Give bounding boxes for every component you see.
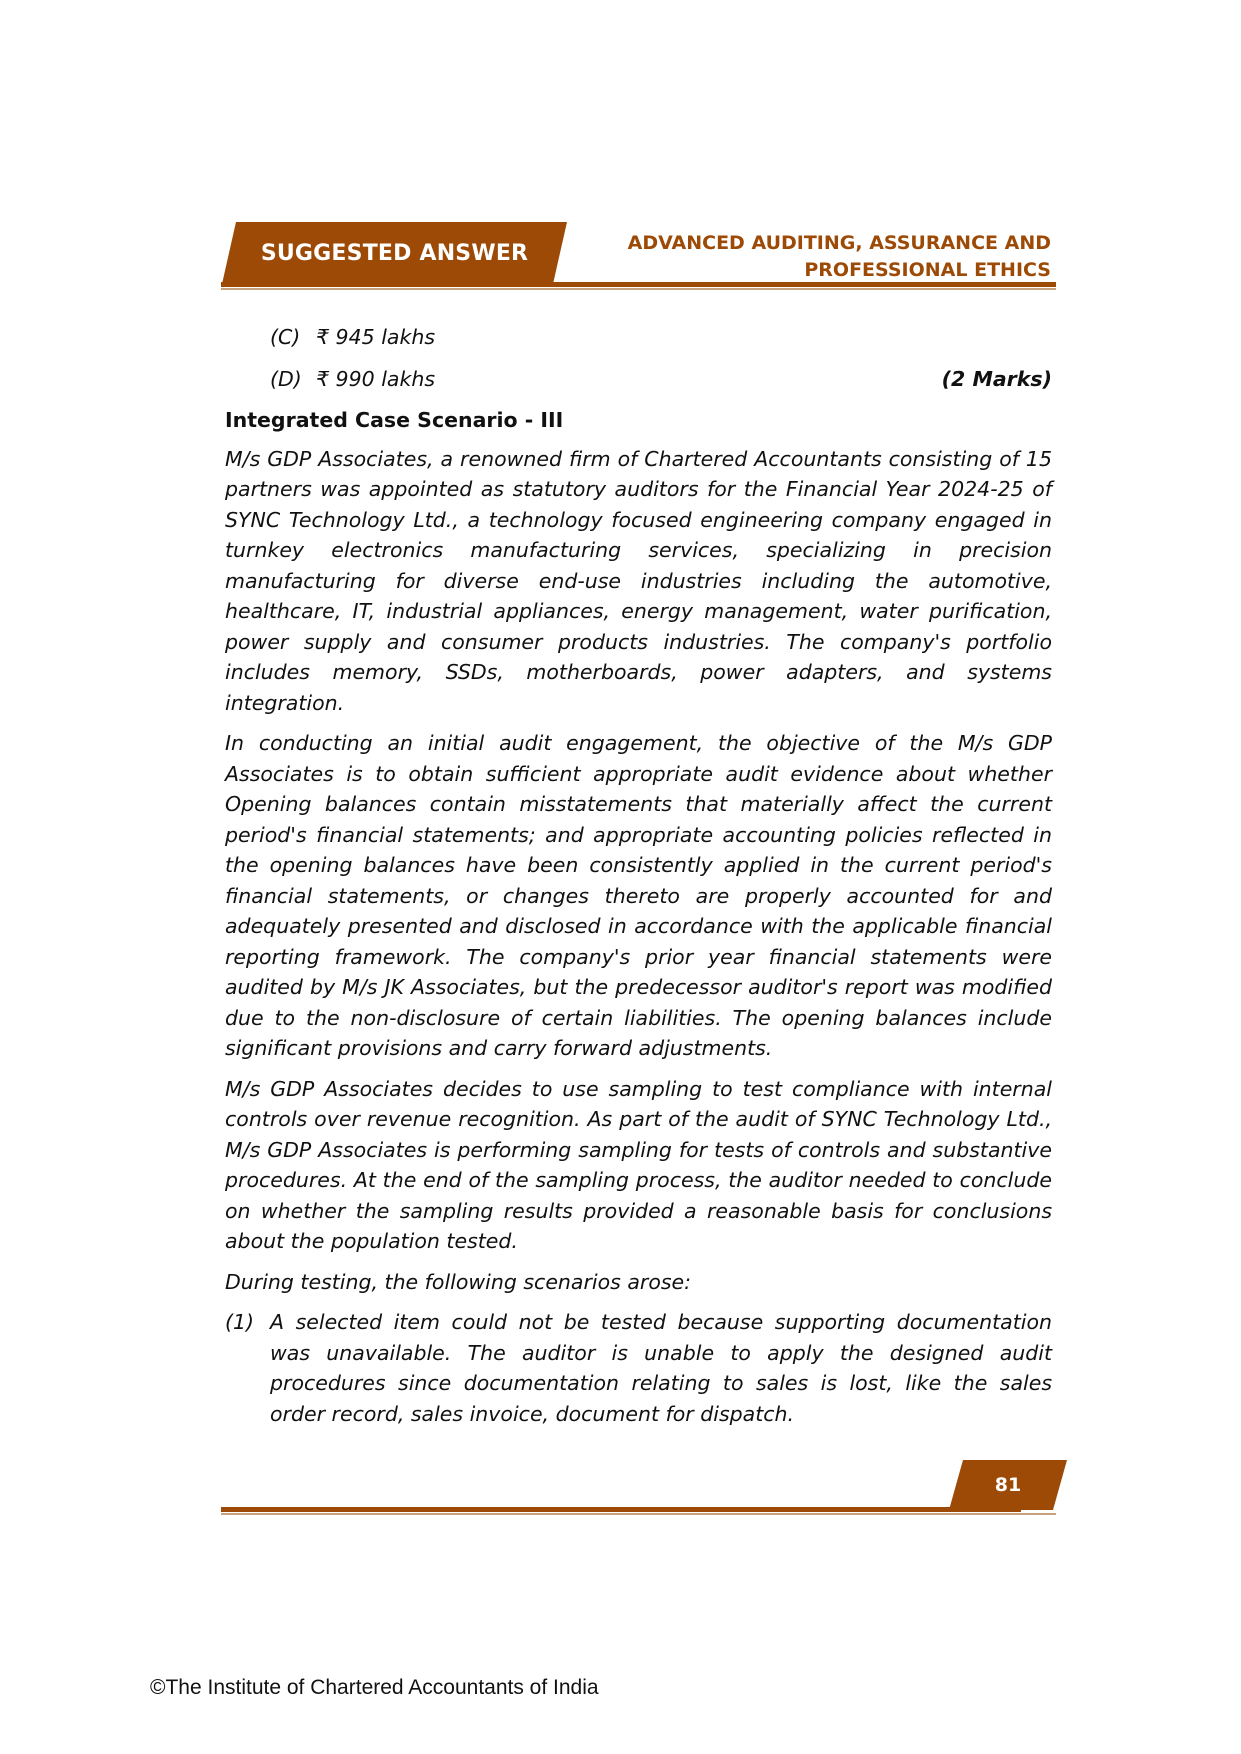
header-tab-label: SUGGESTED ANSWER [260,240,529,266]
header-rule-thin [221,288,1056,290]
header-title [531,230,1051,284]
section-heading: Integrated Case Scenario - III [225,408,564,432]
marks-label: (2 Marks) [941,366,1052,391]
header-rule [221,282,1056,287]
option-text: ₹ 945 lakhs [316,325,436,349]
option-text: ₹ 990 lakhs [316,366,436,391]
header-title-line2: PROFESSIONAL ETHICS [804,259,1051,281]
copyright-footer: ©The Institute of Chartered Accountants of India [150,1676,599,1699]
option-letter: (D) [270,366,302,391]
list-item-text: A selected item could not be tested because supporting documentation was unavailable. The auditor is unable to apply the designed audit procedures since documentation relating to sales is lost, like the sales order record, sales invoice, document for dispatch. [270,1310,1052,1426]
option-d [225,364,1052,395]
paragraph-1: M/s GDP Associates, a renowned firm of Chartered Accountants consisting of 15 partners was appointed as statutory auditors for the Financial Year 2024-25 of SYNC Technology Ltd., a technology focused engineering company engaged in turnkey electronics manufacturing services, specializing in precision manufacturing for diverse end-use industries including the automotive, healthcare, IT, industrial appliances, energy management, water purification, power supply and consumer products industries. The company's portfolio includes memory, SSDs, motherboards, power adapters, and systems integration. [225,446,1052,715]
paragraph-2: In conducting an initial audit engagement, the objective of the M/s GDP Associates is to obtain sufficient appropriate audit evidence about whether Opening balances contain misstatements that materially affect the current period's financial statements; and appropriate accounting policies reflected in the opening balances have been consistently applied in the current period's financial statements, or changes thereto are properly accounted for and adequately presented and disclosed in accordance with the applicable financial reporting framework. The company's prior year financial statements were audited by M/s JK Associates, but the predecessor auditor's report was modified due to the non-disclosure of certain liabilities. The opening balances include significant provisions and carry forward adjustments. [225,731,1052,1060]
main-content [225,322,1052,1429]
page-number: 81 [994,1474,1022,1496]
paragraph-4: During testing, the following scenarios arose: [225,1269,692,1294]
list-item [225,1307,1052,1429]
header-title-line1: ADVANCED AUDITING, ASSURANCE AND [627,232,1051,254]
paragraph-3: M/s GDP Associates decides to use sampling to test compliance with internal controls over revenue recognition. As part of the audit of SYNC Technology Ltd., M/s GDP Associates is performing sampling for tests of controls and substantive procedures. At the end of the sampling process, the auditor needed to conclude on whether the sampling results provided a reasonable basis for conclusions about the population tested. [225,1076,1052,1253]
footer-rule [221,1507,1021,1512]
option-c [225,322,1052,353]
list-item-number: (1) [225,1310,255,1334]
footer-rule-thin [221,1513,1056,1515]
option-letter: (C) [270,325,301,349]
